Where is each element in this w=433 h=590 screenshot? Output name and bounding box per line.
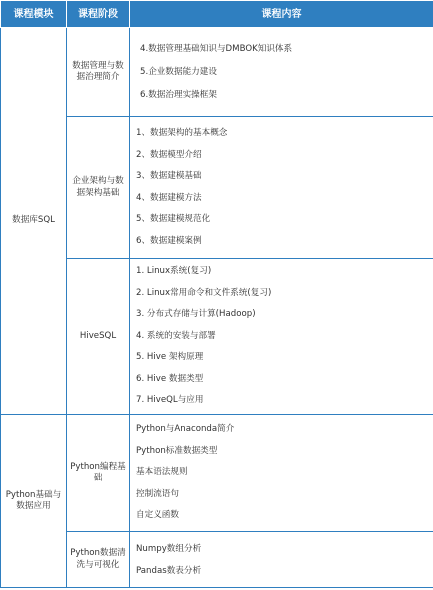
list-item: 1. Linux系统(复习) bbox=[136, 266, 212, 277]
table-row bbox=[1, 415, 433, 532]
content-cell bbox=[130, 117, 433, 259]
table-row bbox=[1, 28, 433, 117]
header-course-module: 课程模块 bbox=[1, 1, 67, 28]
list-item: 4.数据管理基础知识与DMBOK知识体系 bbox=[140, 43, 293, 54]
list-item: Python标准数据类型 bbox=[136, 445, 218, 456]
stage-name: 数据管理与数据治理简介 bbox=[72, 60, 124, 82]
list-item: 4、数据建模方法 bbox=[136, 192, 202, 203]
list-item: 3、数据建模基础 bbox=[136, 171, 202, 181]
list-item: 5.企业数据能力建设 bbox=[140, 66, 217, 77]
list-item: 基本语法规则 bbox=[136, 467, 188, 478]
stage-cell bbox=[67, 28, 130, 117]
stage-name: Python数据清洗与可视化 bbox=[70, 548, 126, 570]
stage-cell bbox=[67, 117, 130, 259]
list-item: 6.数据治理实操框架 bbox=[140, 89, 217, 100]
list-item: 5. Hive 架构原理 bbox=[136, 352, 204, 363]
list-item: 7. HiveQL与应用 bbox=[136, 395, 204, 406]
header-course-stage: 课程阶段 bbox=[67, 1, 130, 28]
stage-name: 企业架构与数据架构基础 bbox=[72, 176, 124, 198]
stage-cell bbox=[67, 259, 130, 415]
stage-cell bbox=[67, 415, 130, 532]
list-item: 5、数据建模规范化 bbox=[136, 214, 211, 224]
list-item: 2、数据模型介绍 bbox=[136, 149, 202, 160]
module-name: 数据库SQL bbox=[12, 215, 55, 226]
stage-name: Python编程基础 bbox=[70, 461, 126, 483]
content-cell bbox=[130, 532, 433, 588]
list-item: Numpy数组分析 bbox=[136, 543, 202, 554]
list-item: 6、数据建模案例 bbox=[136, 235, 202, 246]
list-item: 4. 系统的安装与部署 bbox=[136, 330, 216, 341]
list-item: 自定义函数 bbox=[136, 510, 179, 521]
header-course-content: 课程内容 bbox=[130, 1, 433, 28]
list-item: 3. 分布式存储与计算(Hadoop) bbox=[136, 309, 256, 320]
list-item: 6. Hive 数据类型 bbox=[136, 373, 204, 384]
stage-name: HiveSQL bbox=[79, 330, 117, 341]
list-item: 1、数据架构的基本概念 bbox=[136, 128, 228, 138]
content-cell bbox=[130, 259, 433, 415]
module-cell bbox=[1, 415, 67, 588]
content-cell bbox=[130, 28, 433, 117]
stage-cell bbox=[67, 532, 130, 588]
header-row bbox=[1, 1, 433, 28]
list-item: Python与Anaconda简介 bbox=[136, 424, 235, 435]
content-cell bbox=[130, 415, 433, 532]
list-item: Pandas数表分析 bbox=[136, 565, 202, 576]
list-item: 2. Linux常用命令和文件系统(复习) bbox=[136, 287, 272, 298]
module-cell bbox=[1, 28, 67, 415]
list-item: 控制流语句 bbox=[136, 488, 179, 499]
module-name: Python基础与数据应用 bbox=[5, 489, 62, 511]
